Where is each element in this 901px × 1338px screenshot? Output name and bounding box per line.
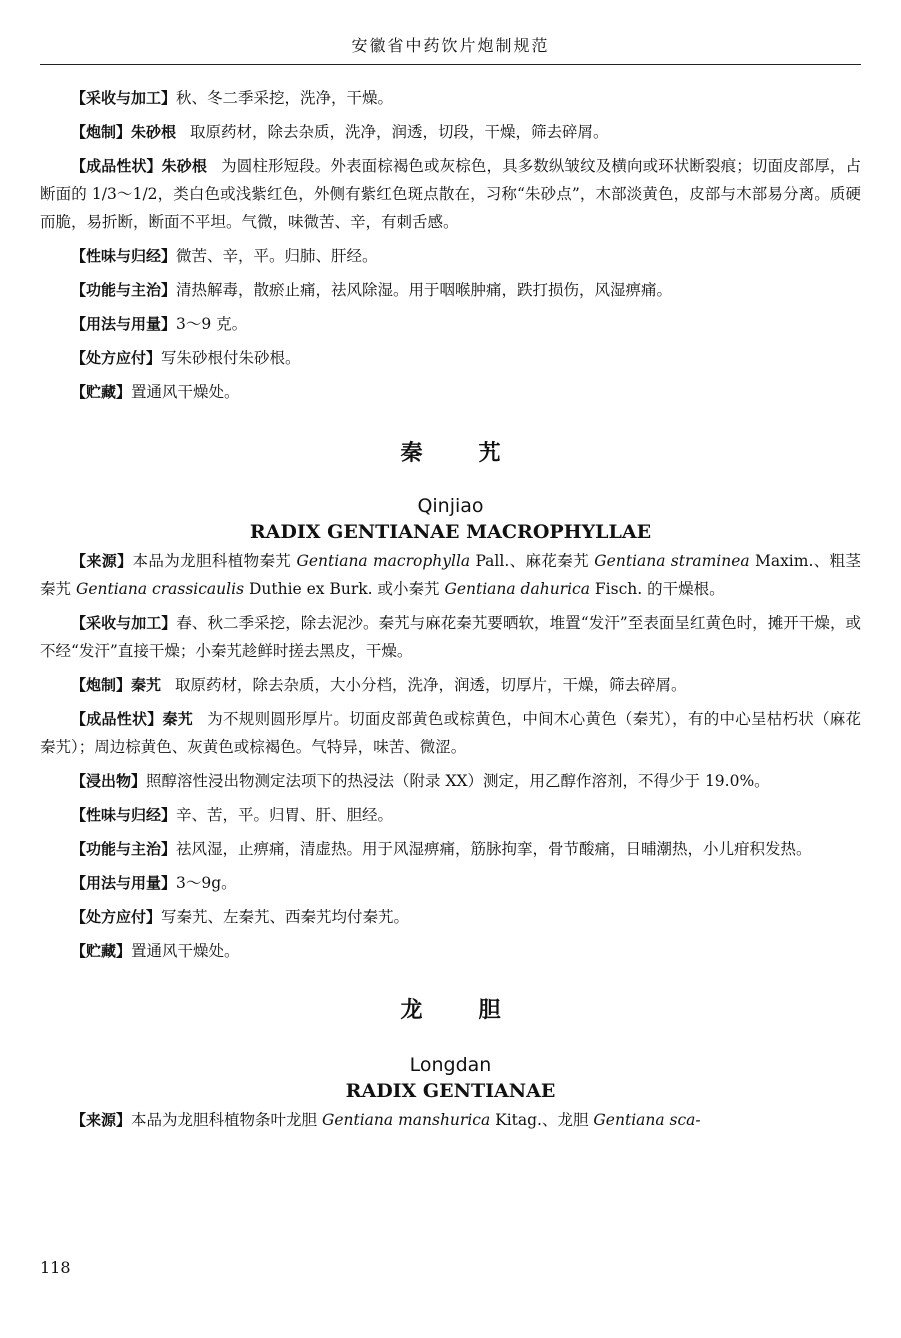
monograph-pinyin: Longdan (409, 1054, 492, 1076)
dosage-paragraph (40, 869, 861, 897)
field-label: 【性味与归经】 (71, 247, 177, 265)
field-text: 本品为龙胆科植物秦艽 (132, 552, 297, 570)
field-label: 【采收与加工】 (71, 89, 177, 107)
species-name: Gentiana manshurica (321, 1111, 491, 1129)
field-text: Pall.、麻花秦艽 (470, 552, 595, 570)
field-text: 3～9g。 (176, 874, 237, 892)
field-text: 为不规则圆形厚片。切面皮部黄色或棕黄色，中间木心黄色（秦艽），有的中心呈枯朽状（麻花秦艽）；周边棕黄色、灰黄色或棕褐色。气特异，味苦、微涩。 (40, 710, 861, 756)
field-label: 【炮制】秦艽 (71, 676, 162, 694)
source-paragraph (40, 547, 861, 603)
field-label: 【成品性状】秦艽 (71, 710, 194, 728)
processing-paragraph (40, 671, 861, 699)
product-traits-paragraph (40, 705, 861, 761)
field-label: 【功能与主治】 (71, 281, 177, 299)
field-text: 写秦艽、左秦艽、西秦艽均付秦艽。 (161, 908, 410, 926)
field-text: 置通风干燥处。 (131, 383, 240, 401)
field-label: 【用法与用量】 (71, 874, 177, 892)
field-text: 为圆柱形短段。外表面棕褐色或灰棕色，具多数纵皱纹及横向或环状断裂痕；切面皮部厚，占断面的 1/3～1/2，类白色或浅紫红色，外侧有紫红色斑点散在，习称“朱砂点”，木部淡黄色，皮部与木部易分离。质硬而脆，易折断，断面不平坦。气微，味微苦、辛，有刺舌感。 (40, 157, 861, 231)
function-paragraph (40, 835, 861, 863)
field-text: 3～9 克。 (176, 315, 248, 333)
field-text: 秋、冬二季采挖，洗净，干燥。 (176, 89, 394, 107)
field-label: 【处方应付】 (71, 349, 162, 367)
species-name: Gentiana macrophylla (296, 552, 471, 570)
source-paragraph (40, 1106, 861, 1134)
field-label: 【炮制】朱砂根 (71, 123, 177, 141)
field-text: 照醇溶性浸出物测定法项下的热浸法（附录 XX）测定，用乙醇作溶剂，不得少于 19.0%。 (146, 772, 770, 790)
field-label: 【来源】 (71, 1111, 132, 1129)
field-text: 辛、苦，平。归胃、肝、胆经。 (176, 806, 394, 824)
field-text: 取原药材，除去杂质，大小分档，洗净，润透，切厚片，干燥，筛去碎屑。 (175, 676, 687, 694)
taste-meridian-paragraph (40, 801, 861, 829)
field-label: 【处方应付】 (71, 908, 162, 926)
species-name: Gentiana dahurica (444, 580, 590, 598)
field-label: 【贮藏】 (71, 942, 132, 960)
monograph-title: 龙胆 (400, 998, 557, 1023)
field-label: 【贮藏】 (71, 383, 132, 401)
storage-paragraph (40, 937, 861, 965)
field-text: Maxim.、粗茎秦艽 (40, 552, 861, 598)
page-number: 118 (40, 1258, 71, 1277)
field-text: 置通风干燥处。 (131, 942, 240, 960)
field-label: 【成品性状】朱砂根 (71, 157, 207, 175)
header-title: 安徽省中药饮片炮制规范 (351, 36, 550, 55)
storage-paragraph (40, 378, 861, 406)
field-text: 微苦、辛，平。归肺、肝经。 (176, 247, 378, 265)
species-name: Gentiana straminea (594, 552, 750, 570)
field-text: 取原药材，除去杂质，洗净，润透，切段，干燥，筛去碎屑。 (190, 123, 609, 141)
field-text: 清热解毒，散瘀止痛，祛风除湿。用于咽喉肿痛，跌打损伤，风湿痹痛。 (176, 281, 673, 299)
field-text: Kitag.、龙胆 (490, 1111, 594, 1129)
dosage-paragraph (40, 310, 861, 338)
field-text: 本品为龙胆科植物条叶龙胆 (131, 1111, 322, 1129)
field-label: 【用法与用量】 (71, 315, 177, 333)
extract-paragraph (40, 767, 861, 795)
taste-meridian-paragraph (40, 242, 861, 270)
field-label: 【浸出物】 (71, 772, 147, 790)
field-text: Duthie ex Burk. 或小秦艽 (244, 580, 445, 598)
field-text: 祛风湿，止痹痛，清虚热。用于风湿痹痛，筋脉拘挛，骨节酸痛，日晡潮热，小儿疳积发热。 (176, 840, 812, 858)
species-name: Gentiana crassicaulis (75, 580, 245, 598)
processing-paragraph (40, 118, 861, 146)
field-label: 【功能与主治】 (71, 840, 177, 858)
field-label: 【性味与归经】 (71, 806, 177, 824)
monograph-latin-name: RADIX GENTIANAE MACROPHYLLAE (249, 521, 652, 543)
product-traits-paragraph (40, 152, 861, 236)
species-name: Gentiana sca- (593, 1111, 701, 1129)
monograph-title: 秦艽 (400, 441, 557, 466)
harvest-paragraph (40, 609, 861, 665)
prescription-paragraph (40, 344, 861, 372)
monograph-latin-name: RADIX GENTIANAE (345, 1080, 556, 1102)
running-header (40, 28, 861, 65)
harvest-paragraph (40, 84, 861, 112)
field-text: 春、秋二季采挖，除去泥沙。秦艽与麻花秦艽要晒软，堆置“发汗”至表面呈红黄色时，摊开干燥，或不经“发汗”直接干燥；小秦艽趁鲜时搓去黑皮，干燥。 (40, 614, 861, 660)
prescription-paragraph (40, 903, 861, 931)
monograph-pinyin: Qinjiao (417, 495, 484, 517)
field-text: Fisch. 的干燥根。 (589, 580, 725, 598)
function-paragraph (40, 276, 861, 304)
field-label: 【来源】 (71, 552, 133, 570)
page-content (40, 84, 861, 1140)
field-text: 写朱砂根付朱砂根。 (161, 349, 301, 367)
field-label: 【采收与加工】 (71, 614, 177, 632)
